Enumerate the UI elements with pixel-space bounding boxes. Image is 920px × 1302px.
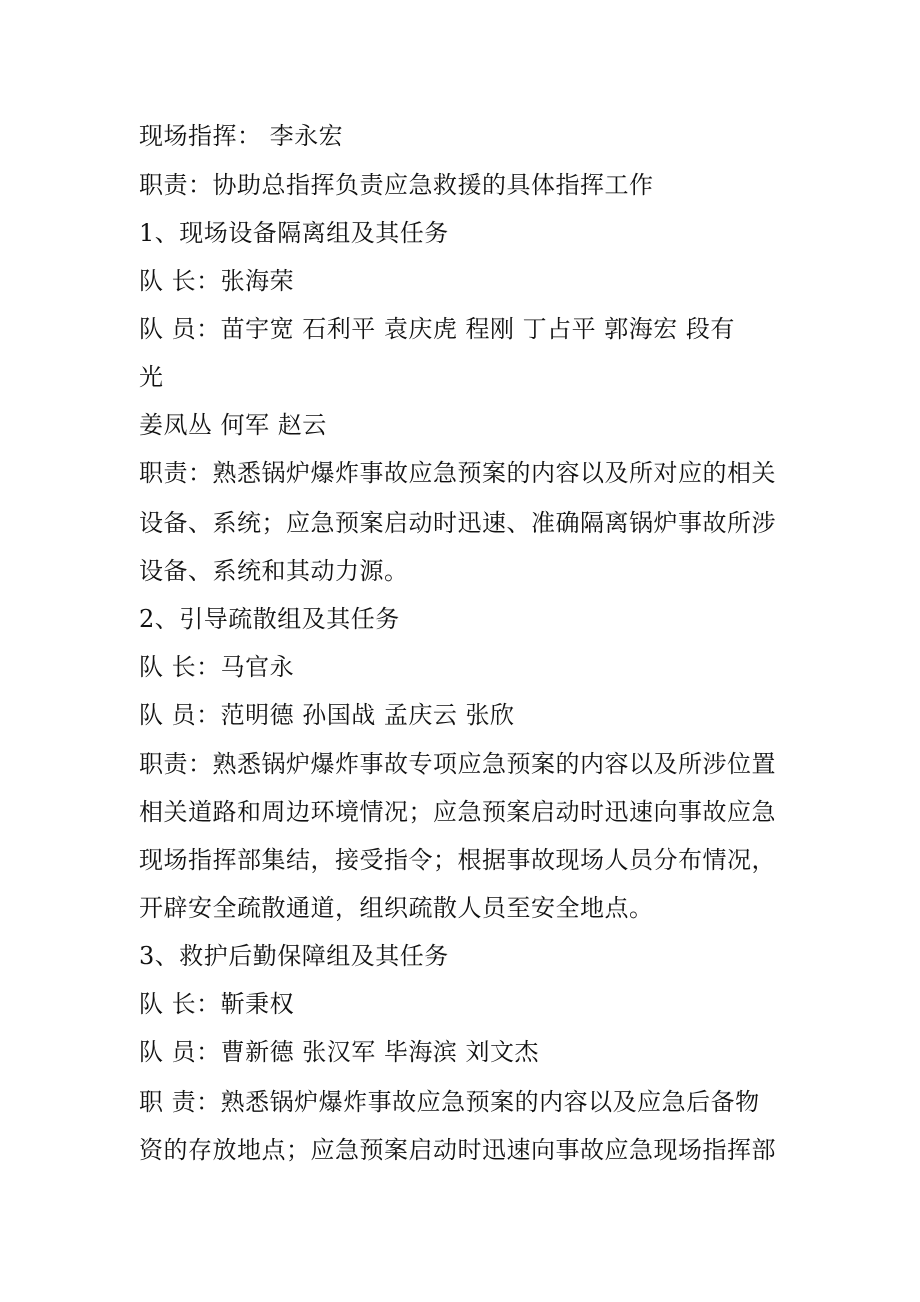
- text-line-logistics-members: 队 员：曹新德 张汉军 毕海滨 刘文杰: [139, 1038, 540, 1066]
- text-line-logistics-duty-1: 职 责：熟悉锅炉爆炸事故应急预案的内容以及应急后备物: [139, 1088, 760, 1116]
- text-line-isolation-duty-2: 设备、系统；应急预案启动时迅速、准确隔离锅炉事故所涉: [139, 509, 776, 537]
- section-heading-evacuation-group: 2、引导疏散组及其任务: [139, 605, 400, 633]
- text-line-evacuation-leader: 队 长：马官永: [139, 653, 295, 681]
- text-line-evacuation-duty-2: 相关道路和周边环境情况；应急预案启动时迅速向事故应急: [139, 798, 776, 826]
- text-line-isolation-duty-1: 职责：熟悉锅炉爆炸事故应急预案的内容以及所对应的相关: [139, 459, 776, 487]
- text-line-evacuation-duty-1: 职责：熟悉锅炉爆炸事故专项应急预案的内容以及所涉位置: [139, 750, 776, 778]
- text-line-isolation-members-cont: 光: [139, 363, 164, 391]
- section-heading-isolation-group: 1、现场设备隔离组及其任务: [139, 219, 449, 247]
- text-line-evacuation-duty-4: 开辟安全疏散通道，组织疏散人员至安全地点。: [139, 894, 654, 922]
- text-line-isolation-members-cont2: 姜凤丛 何军 赵云: [139, 411, 327, 439]
- text-line-isolation-members: 队 员：苗宇宽 石利平 袁庆虎 程刚 丁占平 郭海宏 段有: [139, 315, 735, 343]
- text-line-isolation-leader: 队 长：张海荣: [139, 267, 295, 295]
- text-line-evacuation-duty-3: 现场指挥部集结，接受指令；根据事故现场人员分布情况，: [139, 846, 776, 874]
- text-line-logistics-leader: 队 长：靳秉权: [139, 990, 295, 1018]
- text-line-commander-duty: 职责：协助总指挥负责应急救援的具体指挥工作: [139, 171, 654, 199]
- text-line-logistics-duty-2: 资的存放地点；应急预案启动时迅速向事故应急现场指挥部: [139, 1136, 776, 1164]
- section-heading-logistics-group: 3、救护后勤保障组及其任务: [139, 942, 449, 970]
- text-line-evacuation-members: 队 员：范明德 孙国战 孟庆云 张欣: [139, 701, 515, 729]
- text-line-isolation-duty-3: 设备、系统和其动力源。: [139, 557, 409, 585]
- text-line-field-commander: 现场指挥： 李永宏: [139, 122, 344, 150]
